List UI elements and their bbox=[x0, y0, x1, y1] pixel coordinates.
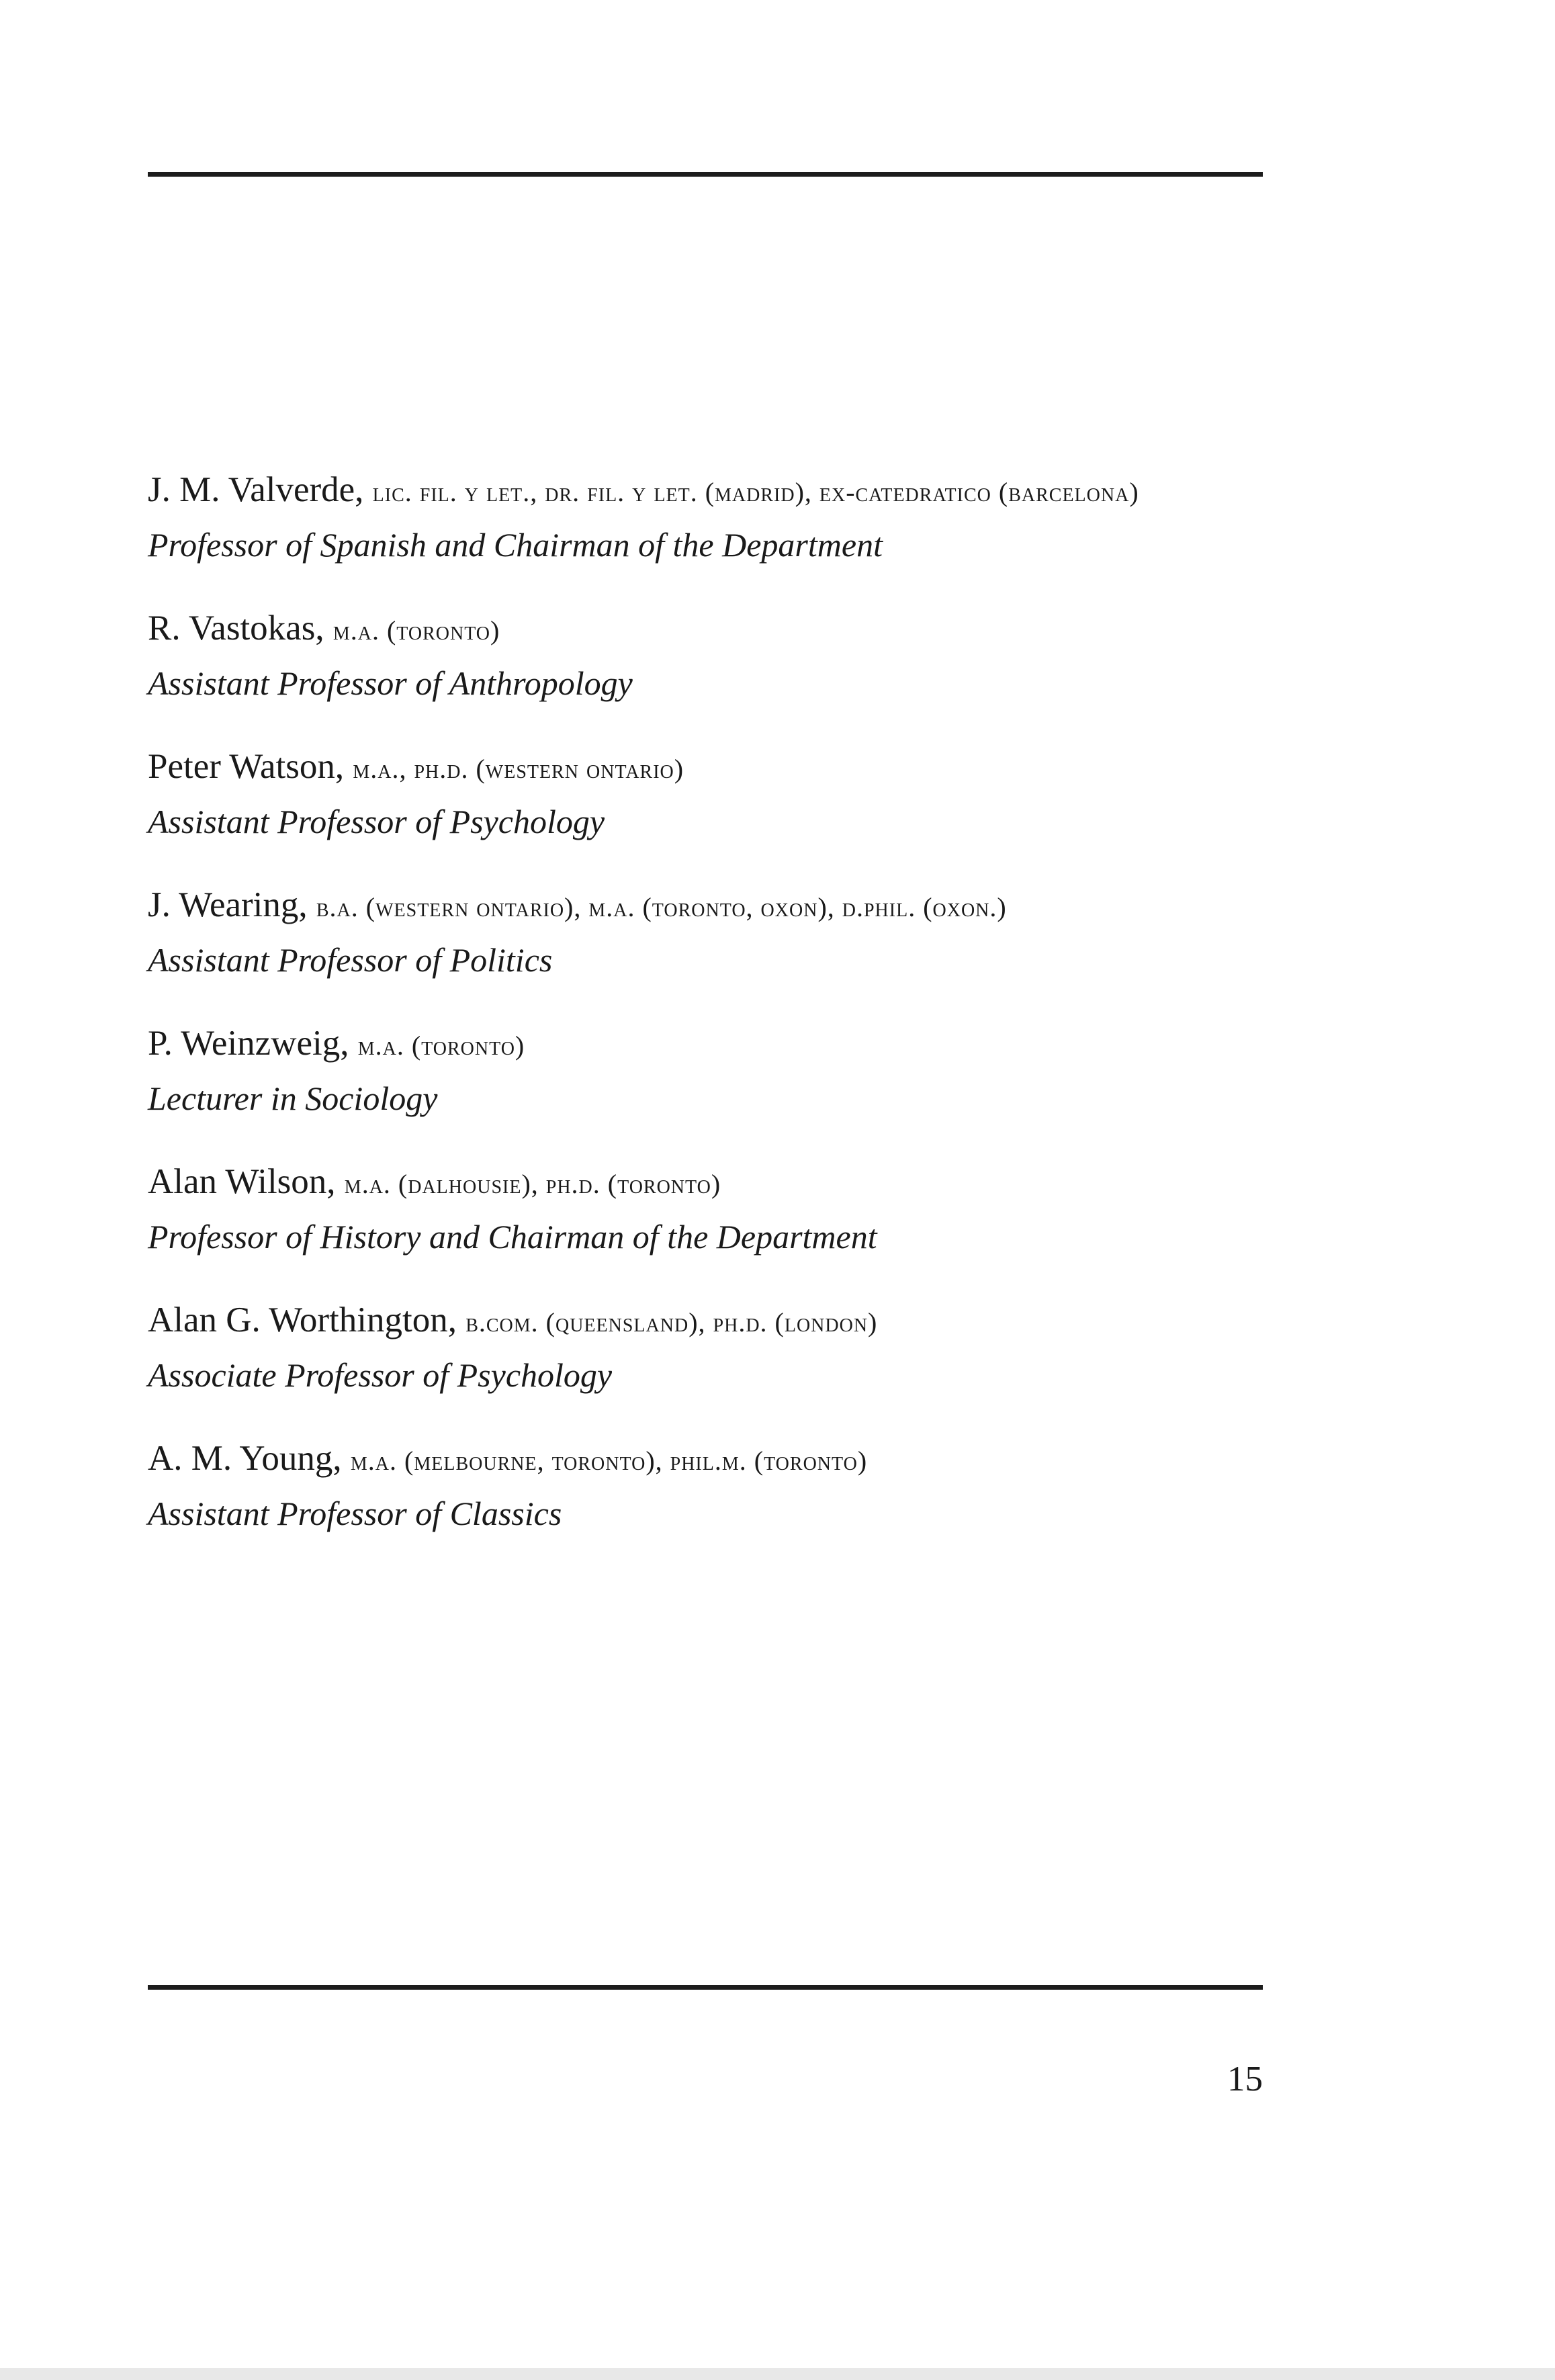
faculty-name: Alan Wilson, bbox=[148, 1162, 336, 1201]
faculty-entry bbox=[148, 1432, 1290, 1540]
faculty-name-line bbox=[148, 879, 1290, 934]
faculty-list bbox=[148, 464, 1290, 1571]
faculty-entry bbox=[148, 464, 1290, 571]
faculty-title: Assistant Professor of Politics bbox=[148, 941, 553, 979]
faculty-degrees: lic. fil. y let., dr. fil. y let. (madrid), ex-catedratico (barcelona) bbox=[372, 477, 1139, 507]
faculty-name-line bbox=[148, 1155, 1290, 1210]
faculty-name: J. Wearing, bbox=[148, 885, 308, 924]
faculty-name-line bbox=[148, 740, 1290, 795]
bottom-rule bbox=[148, 1985, 1263, 1990]
faculty-name: A. M. Young, bbox=[148, 1439, 342, 1478]
scan-edge bbox=[0, 2368, 1555, 2380]
faculty-entry bbox=[148, 602, 1290, 709]
faculty-entry bbox=[148, 879, 1290, 986]
faculty-name-line bbox=[148, 1432, 1290, 1487]
faculty-title: Lecturer in Sociology bbox=[148, 1079, 438, 1117]
faculty-name-line bbox=[148, 1017, 1290, 1072]
faculty-name: Alan G. Worthington, bbox=[148, 1301, 457, 1339]
faculty-title: Professor of History and Chairman of the Department bbox=[148, 1218, 877, 1255]
faculty-name: J. M. Valverde, bbox=[148, 470, 364, 509]
faculty-degrees: m.a. (toronto) bbox=[332, 615, 500, 646]
faculty-title: Assistant Professor of Anthropology bbox=[148, 664, 633, 702]
faculty-title: Professor of Spanish and Chairman of the Department bbox=[148, 526, 883, 564]
faculty-name-line bbox=[148, 602, 1290, 657]
faculty-entry bbox=[148, 1155, 1290, 1263]
faculty-name: P. Weinzweig, bbox=[148, 1024, 349, 1063]
faculty-degrees: b.a. (western ontario), m.a. (toronto, oxon), d.phil. (oxon.) bbox=[316, 892, 1007, 922]
faculty-degrees: m.a. (melbourne, toronto), phil.m. (toronto) bbox=[350, 1446, 868, 1476]
faculty-title: Associate Professor of Psychology bbox=[148, 1356, 613, 1394]
faculty-name-line bbox=[148, 464, 1290, 519]
faculty-entry bbox=[148, 1017, 1290, 1125]
faculty-entry bbox=[148, 740, 1290, 848]
faculty-entry bbox=[148, 1294, 1290, 1401]
faculty-degrees: m.a. (dalhousie), ph.d. (toronto) bbox=[344, 1169, 721, 1199]
faculty-degrees: m.a., ph.d. (western ontario) bbox=[353, 754, 684, 784]
faculty-title: Assistant Professor of Psychology bbox=[148, 803, 605, 840]
faculty-name: R. Vastokas, bbox=[148, 609, 324, 648]
faculty-name-line bbox=[148, 1294, 1290, 1349]
faculty-title: Assistant Professor of Classics bbox=[148, 1495, 562, 1532]
faculty-degrees: b.com. (queensland), ph.d. (london) bbox=[465, 1307, 878, 1337]
faculty-name: Peter Watson, bbox=[148, 747, 345, 786]
page-number: 15 bbox=[1227, 2060, 1263, 2099]
faculty-degrees: m.a. (toronto) bbox=[357, 1030, 525, 1061]
top-rule bbox=[148, 172, 1263, 177]
